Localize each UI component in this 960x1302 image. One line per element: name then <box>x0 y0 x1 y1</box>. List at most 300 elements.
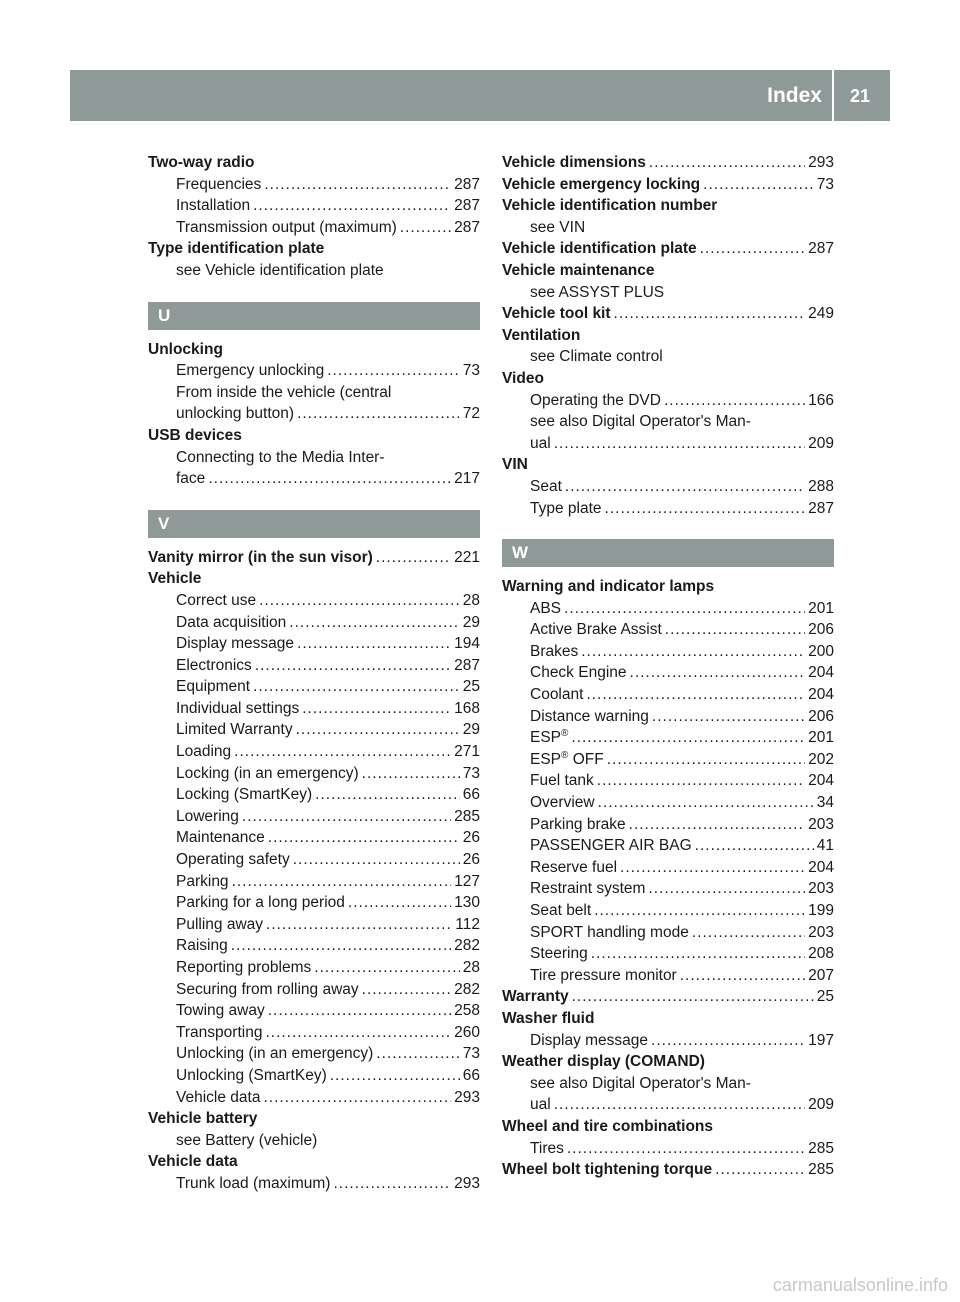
index-term-row[interactable] <box>502 1159 834 1181</box>
subentry-label: Fuel tank <box>530 772 594 790</box>
page-ref: 208 <box>808 945 834 963</box>
index-subentry[interactable] <box>148 1022 480 1044</box>
index-term: Vehicle <box>148 570 202 588</box>
index-subentry[interactable] <box>502 922 834 944</box>
header-divider <box>832 70 834 121</box>
index-term: Wheel and tire combinations <box>502 1117 713 1135</box>
index-subentry[interactable] <box>502 792 834 814</box>
leader-dots <box>297 633 451 655</box>
index-entry-ventilation <box>502 325 834 368</box>
index-subentries <box>148 174 480 239</box>
index-subentry[interactable] <box>148 719 480 741</box>
subentry-label: Parking <box>176 872 229 890</box>
index-term: Unlocking <box>148 340 223 358</box>
leader-dots <box>605 498 806 520</box>
leader-dots <box>376 547 451 569</box>
leader-dots <box>253 676 460 698</box>
index-term-row[interactable] <box>502 238 834 260</box>
index-subentry[interactable] <box>502 684 834 706</box>
leader-dots <box>554 433 805 455</box>
page-number: 21 <box>849 86 870 106</box>
index-subentry[interactable] <box>502 619 834 641</box>
index-subentry[interactable] <box>502 943 834 965</box>
index-entry-usb-devices <box>148 425 480 490</box>
index-subentry[interactable] <box>148 871 480 893</box>
subentry-label: Vehicle data <box>176 1088 261 1106</box>
index-subentry[interactable] <box>502 706 834 728</box>
index-subentry[interactable] <box>502 878 834 900</box>
subentry-label: Lowering <box>176 807 239 825</box>
page-ref: 26 <box>462 851 480 869</box>
leader-dots <box>234 741 451 763</box>
leader-dots <box>614 303 806 325</box>
index-entry-vehicle-maintenance <box>502 260 834 303</box>
header-bar <box>70 70 890 121</box>
page-ref: 285 <box>808 1139 834 1157</box>
index-entry-vehicle <box>148 568 480 1108</box>
leader-dots <box>607 749 805 771</box>
page-ref: 258 <box>454 1002 480 1020</box>
leader-dots <box>265 1022 451 1044</box>
page-ref: 285 <box>808 1161 834 1179</box>
section-letter-v: V <box>148 510 480 538</box>
index-entry-type-plate <box>148 238 480 281</box>
esp-label: ESP <box>530 729 562 747</box>
page-ref: 72 <box>462 405 480 423</box>
subentry-label: Display message <box>176 635 295 653</box>
index-term: Warranty <box>502 988 569 1006</box>
page-ref: 199 <box>808 902 834 919</box>
page-ref: 73 <box>462 764 480 782</box>
page-ref: 285 <box>454 807 480 825</box>
index-subentry[interactable] <box>148 806 480 828</box>
index-term: VIN <box>502 456 528 474</box>
subentry-label: Pulling away <box>176 915 264 933</box>
leader-dots <box>259 590 460 612</box>
subentry-label: Equipment <box>176 678 251 696</box>
subentry-label: ual <box>530 1096 551 1114</box>
index-subentry[interactable] <box>148 195 480 217</box>
index-term: Warning and indicator lamps <box>502 578 715 596</box>
index-subentry[interactable] <box>148 217 480 239</box>
index-subentry[interactable] <box>148 784 480 806</box>
subentry-label: Overview <box>530 794 595 812</box>
page-ref: 217 <box>454 470 480 488</box>
index-subentry[interactable] <box>148 957 480 979</box>
index-subentry[interactable] <box>502 390 834 412</box>
page-ref: 260 <box>454 1023 480 1041</box>
page-ref: 206 <box>808 621 834 639</box>
page-ref: 201 <box>808 599 834 617</box>
index-term-row[interactable] <box>148 547 480 569</box>
index-entry-emergency-locking <box>502 174 834 196</box>
index-entry-unlocking <box>148 339 480 425</box>
page-ref: 203 <box>808 923 834 941</box>
leader-dots <box>314 957 459 979</box>
leader-dots <box>571 727 805 749</box>
leader-dots <box>208 468 451 490</box>
leader-dots <box>648 878 805 900</box>
leader-dots <box>565 476 805 498</box>
page-ref: 26 <box>462 829 480 847</box>
subentry-label: Type plate <box>530 499 602 517</box>
subentry-label: ABS <box>530 599 562 617</box>
page-ref: 41 <box>816 837 834 855</box>
index-entry-vehicle-battery <box>148 1108 480 1151</box>
page-ref: 29 <box>462 613 480 631</box>
subentry-label: Coolant <box>530 686 584 704</box>
index-subentry[interactable] <box>148 979 480 1001</box>
subentry-label-line: see also Digital Operator's Man- <box>530 413 751 431</box>
watermark: carmanualsonline.info <box>772 1275 948 1295</box>
page-ref: 127 <box>454 872 480 890</box>
leader-dots <box>581 641 805 663</box>
index-subentry[interactable] <box>148 935 480 957</box>
leader-dots <box>620 857 805 879</box>
index-entry-warning-lamps <box>502 576 834 986</box>
index-subentry[interactable] <box>148 1000 480 1022</box>
subentry-label: Parking brake <box>530 815 626 833</box>
leader-dots <box>362 979 451 1001</box>
leader-dots <box>664 390 805 412</box>
leader-dots <box>665 619 805 641</box>
index-subentry[interactable] <box>148 892 480 914</box>
index-subentry[interactable] <box>148 827 480 849</box>
subentry-label <box>530 727 568 749</box>
page-ref: 287 <box>808 499 834 517</box>
page-ref: 206 <box>808 707 834 725</box>
index-term: Vehicle dimensions <box>502 154 646 171</box>
leader-dots <box>629 814 805 836</box>
index-term: Video <box>502 369 544 387</box>
index-subentry[interactable] <box>502 1094 834 1116</box>
subentry-label: Locking (in an emergency) <box>176 764 359 782</box>
page-ref: 287 <box>454 656 480 674</box>
index-term: USB devices <box>148 426 242 444</box>
page-ref: 204 <box>808 664 834 682</box>
index-subentry[interactable] <box>502 476 834 498</box>
page-ref: 203 <box>808 880 834 898</box>
index-see-reference[interactable]: see Battery (vehicle) <box>176 1131 318 1149</box>
subentry-label: Unlocking (in an emergency) <box>176 1045 374 1063</box>
leader-dots <box>242 806 451 828</box>
leader-dots <box>594 900 805 922</box>
subentry-label: SPORT handling mode <box>530 923 689 941</box>
page-ref: 204 <box>808 858 834 876</box>
index-term: Two-way radio <box>148 154 255 171</box>
subentry-label-line: From inside the vehicle (central <box>176 383 392 401</box>
subentry-label: Check Engine <box>530 664 627 682</box>
index-subentry[interactable] <box>148 1173 480 1195</box>
leader-dots <box>376 1043 459 1065</box>
page-ref: 282 <box>454 937 480 955</box>
index-entry-vin <box>502 454 834 519</box>
index-subentry[interactable] <box>502 835 834 857</box>
index-subentry[interactable] <box>148 174 480 196</box>
page-ref: 168 <box>454 699 480 717</box>
page-ref: 221 <box>454 548 480 566</box>
leader-dots <box>253 195 451 217</box>
index-subentry[interactable] <box>148 655 480 677</box>
leader-dots <box>293 849 460 871</box>
page-ref: 249 <box>808 305 834 323</box>
subentry-label: Active Brake Assist <box>530 621 662 639</box>
index-entry-vehicle-dimensions <box>502 152 834 174</box>
page-ref: 293 <box>454 1088 480 1106</box>
leader-dots <box>564 598 805 620</box>
subentry-label: Operating safety <box>176 851 290 869</box>
index-subentry[interactable] <box>148 914 480 936</box>
index-subentry[interactable] <box>148 763 480 785</box>
page-ref: 194 <box>454 635 480 653</box>
subentry-label: Installation <box>176 197 251 215</box>
leader-dots <box>567 1138 805 1160</box>
index-see-reference[interactable]: see VIN <box>530 218 586 236</box>
index-entry-video <box>502 368 834 454</box>
index-subentry[interactable] <box>148 360 480 382</box>
leader-dots <box>289 612 459 634</box>
page-ref: 200 <box>808 642 834 660</box>
page-ref: 204 <box>808 772 834 790</box>
leader-dots <box>597 770 805 792</box>
subentry-label: Seat belt <box>530 902 592 919</box>
index-entry-wheel-bolt <box>502 1159 834 1181</box>
subentry-label: Emergency unlocking <box>176 362 325 380</box>
index-subentry[interactable] <box>148 633 480 655</box>
index-entry-two-way-radio <box>148 152 480 238</box>
page-ref: 293 <box>808 154 834 171</box>
index-term-row[interactable] <box>502 303 834 325</box>
subentry-label: Distance warning <box>530 707 649 725</box>
index-subentry[interactable] <box>148 1065 480 1087</box>
index-term: Washer fluid <box>502 1009 595 1027</box>
page-ref: 271 <box>454 743 480 761</box>
index-subentries <box>148 590 480 1108</box>
index-subentry[interactable] <box>148 1087 480 1109</box>
leader-dots <box>348 892 451 914</box>
index-subentry[interactable] <box>502 1138 834 1160</box>
leader-dots <box>598 792 814 814</box>
index-entry-weather-display <box>502 1051 834 1116</box>
index-subentries <box>502 476 834 519</box>
index-entry-vehicle-data <box>148 1151 480 1194</box>
page-ref: 293 <box>454 1174 480 1192</box>
page-ref: 130 <box>454 894 480 912</box>
index-subentry[interactable] <box>148 612 480 634</box>
page-ref: 209 <box>808 434 834 452</box>
index-term: Vehicle battery <box>148 1110 258 1128</box>
index-see-reference[interactable]: see Vehicle identification plate <box>176 261 384 279</box>
index-subentry[interactable] <box>502 433 834 455</box>
index-term: Vanity mirror (in the sun visor) <box>148 548 373 566</box>
registered-mark: ® <box>561 749 569 761</box>
index-subentry[interactable] <box>148 468 480 490</box>
subentry-label: Tire pressure monitor <box>530 966 677 984</box>
subentry-label: Individual settings <box>176 699 300 717</box>
page-ref: 73 <box>816 175 834 193</box>
subentry-label: Limited Warranty <box>176 721 293 739</box>
page-ref: 203 <box>808 815 834 833</box>
leader-dots <box>231 935 451 957</box>
subentry-label: Display message <box>530 1031 649 1049</box>
page-ref: 287 <box>454 175 480 193</box>
subentry-label: Restraint system <box>530 880 646 898</box>
index-term: Vehicle emergency locking <box>502 175 701 193</box>
page-ref: 166 <box>808 391 834 409</box>
leader-dots <box>715 1159 805 1181</box>
index-subentry[interactable] <box>502 1030 834 1052</box>
index-subentry[interactable] <box>502 598 834 620</box>
subentry-label: ual <box>530 434 551 452</box>
subentry-label: Brakes <box>530 642 579 660</box>
index-subentry[interactable] <box>502 814 834 836</box>
subentry-label: Parking for a long period <box>176 894 345 912</box>
index-subentry[interactable] <box>502 641 834 663</box>
page-ref: 287 <box>454 218 480 236</box>
page-section-title: Index <box>767 84 822 107</box>
subentry-label: Reporting problems <box>176 959 312 976</box>
subentry-label: Data acquisition <box>176 613 287 631</box>
index-subentry[interactable] <box>148 698 480 720</box>
index-term: Weather display (COMAND) <box>502 1053 705 1071</box>
section-letter-u: U <box>148 302 480 330</box>
page-ref: 209 <box>808 1096 834 1114</box>
index-see-reference[interactable]: see ASSYST PLUS <box>530 283 665 301</box>
leader-dots <box>327 360 460 382</box>
leader-dots <box>649 152 805 174</box>
leader-dots <box>680 965 805 987</box>
subentry-label: unlocking button) <box>176 405 295 423</box>
leader-dots <box>266 914 452 936</box>
page-ref: 25 <box>462 678 480 696</box>
subentry-label-line: Connecting to the Media Inter- <box>176 448 385 466</box>
page-ref: 66 <box>462 1066 480 1084</box>
subentry-label: Locking (SmartKey) <box>176 786 313 804</box>
leader-dots <box>296 719 460 741</box>
page-ref: 288 <box>808 477 834 495</box>
subentry-label-line: see also Digital Operator's Man- <box>530 1074 751 1092</box>
subentry-label: Unlocking (SmartKey) <box>176 1066 327 1084</box>
leader-dots <box>586 684 805 706</box>
index-term: Vehicle tool kit <box>502 305 611 323</box>
leader-dots <box>330 1065 460 1087</box>
index-subentry[interactable] <box>502 498 834 520</box>
subentry-label: face <box>176 470 206 488</box>
index-term: Vehicle maintenance <box>502 261 655 279</box>
index-term-row[interactable] <box>502 986 834 1008</box>
leader-dots <box>651 1030 805 1052</box>
leader-dots <box>554 1094 805 1116</box>
index-subentry[interactable] <box>502 900 834 922</box>
leader-dots <box>268 827 460 849</box>
page-ref: 197 <box>808 1031 834 1049</box>
leader-dots <box>297 403 460 425</box>
leader-dots <box>232 871 452 893</box>
subentry-label: Steering <box>530 945 588 963</box>
index-entry-washer-fluid <box>502 1008 834 1051</box>
page-ref: 25 <box>816 988 834 1006</box>
index-subentry[interactable] <box>148 403 480 425</box>
page-ref: 201 <box>808 729 834 747</box>
index-subentry[interactable] <box>502 965 834 987</box>
leader-dots <box>572 986 814 1008</box>
index-column-right <box>502 152 834 1181</box>
index-entry-warranty <box>502 986 834 1008</box>
page-ref: 287 <box>454 197 480 215</box>
subentry-label: Towing away <box>176 1002 265 1020</box>
subentry-label <box>530 749 604 771</box>
index-entry-vin-number <box>502 195 834 238</box>
index-term-row[interactable] <box>502 152 834 174</box>
subentry-label: Securing from rolling away <box>176 980 359 998</box>
index-subentry[interactable] <box>502 749 834 771</box>
section-letter-w: W <box>502 539 834 567</box>
leader-dots <box>695 835 814 857</box>
subentry-label: Maintenance <box>176 829 265 847</box>
page-ref: 73 <box>462 362 480 380</box>
index-term: Vehicle identification plate <box>502 240 697 258</box>
index-column-left <box>148 152 480 1195</box>
page-ref: 204 <box>808 686 834 704</box>
leader-dots <box>263 1087 451 1109</box>
page-ref: 34 <box>816 794 834 812</box>
index-term: Vehicle identification number <box>502 197 718 215</box>
index-subentry[interactable] <box>502 727 834 749</box>
index-entry-tool-kit <box>502 303 834 325</box>
index-subentry[interactable] <box>148 590 480 612</box>
index-subentry[interactable] <box>502 770 834 792</box>
index-subentry[interactable] <box>148 676 480 698</box>
page-ref: 287 <box>808 240 834 258</box>
page-ref: 112 <box>455 915 480 933</box>
leader-dots <box>703 174 814 196</box>
page-ref: 73 <box>462 1045 480 1063</box>
subentry-label: Seat <box>530 477 562 495</box>
leader-dots <box>700 238 805 260</box>
subentry-label: Transporting <box>176 1023 263 1041</box>
page-ref: 29 <box>462 721 480 739</box>
subentry-label: Correct use <box>176 591 257 609</box>
index-entry-vin-plate <box>502 238 834 260</box>
page-ref: 28 <box>462 591 480 609</box>
index-subentry[interactable] <box>148 849 480 871</box>
esp-label: ESP <box>530 750 562 768</box>
esp-off-suffix: OFF <box>568 750 604 768</box>
index-term: Ventilation <box>502 326 581 344</box>
index-term-row[interactable] <box>502 174 834 196</box>
index-entry-vanity-mirror <box>148 547 480 569</box>
index-term: Wheel bolt tightening torque <box>502 1161 713 1179</box>
page-ref: 207 <box>808 966 834 984</box>
subentry-label: PASSENGER AIR BAG <box>530 837 692 855</box>
page-ref: 282 <box>454 980 480 998</box>
index-subentry[interactable] <box>148 741 480 763</box>
subentry-label: Reserve fuel <box>530 858 618 876</box>
index-see-reference[interactable]: see Climate control <box>530 348 663 366</box>
leader-dots <box>315 784 460 806</box>
leader-dots <box>333 1173 451 1195</box>
page-ref: 28 <box>462 959 480 976</box>
leader-dots <box>692 922 805 944</box>
subentry-label: Operating the DVD <box>530 391 661 409</box>
subentry-label: Electronics <box>176 656 252 674</box>
leader-dots <box>400 217 451 239</box>
index-subentry[interactable] <box>148 1043 480 1065</box>
leader-dots <box>630 662 806 684</box>
index-subentry[interactable] <box>502 662 834 684</box>
index-subentry[interactable] <box>502 857 834 879</box>
subentry-label: Tires <box>530 1139 564 1157</box>
